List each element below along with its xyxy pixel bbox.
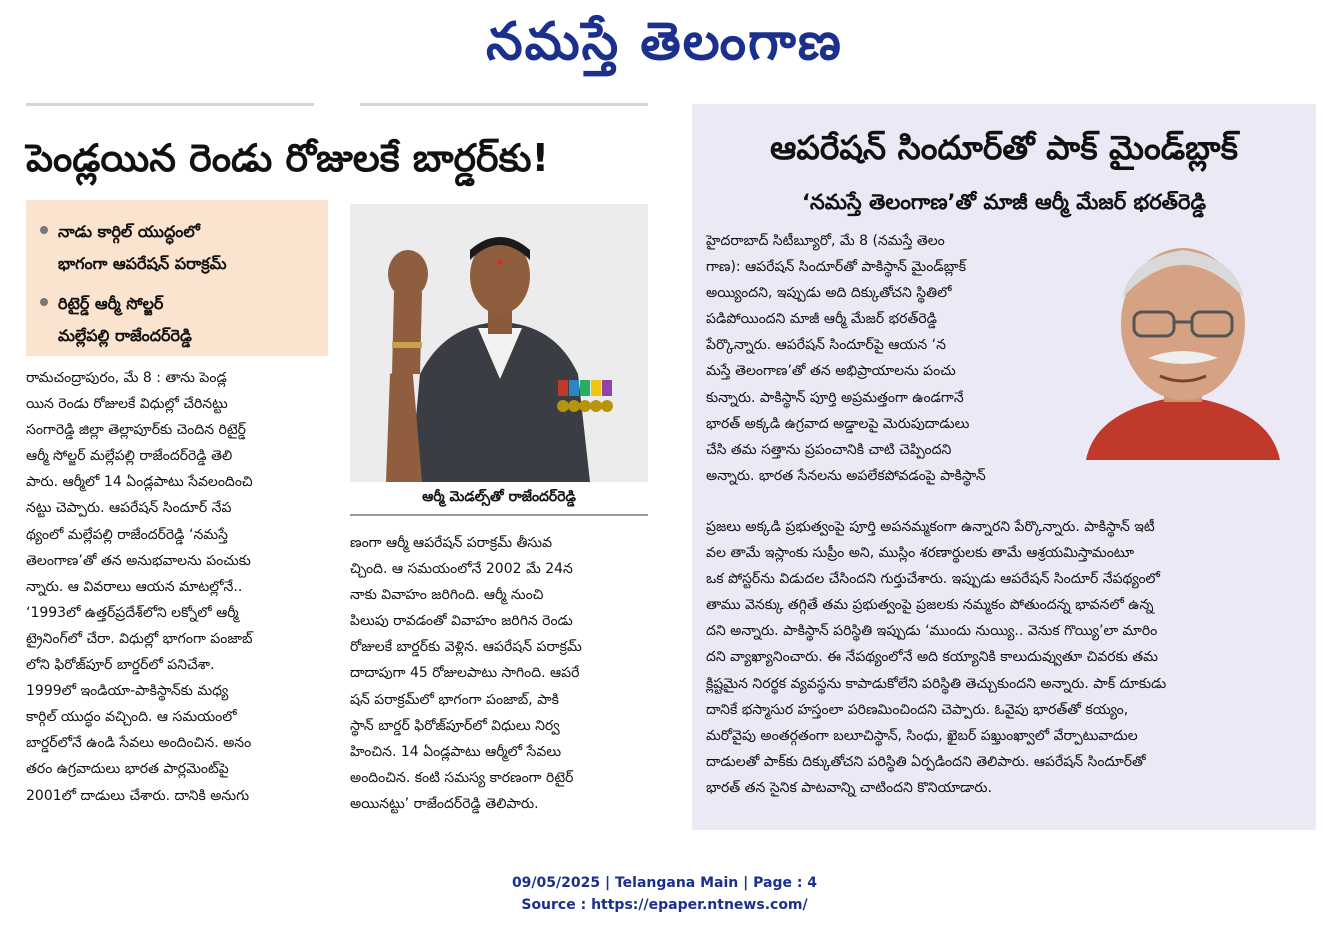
- soldier-photo-illustration: [350, 204, 648, 482]
- highlight-item: [40, 288, 328, 352]
- text-line: బార్డర్‌లోనే ఉండి సేవలు అందించిన. అనం: [26, 735, 252, 752]
- text-line: అయినట్టు’ రాజేందర్‌రెడ్డి తెలిపారు.: [350, 795, 539, 812]
- right-article-headline: ఆపరేషన్ సిందూర్‌తో పాక్ మైండ్‌బ్లాక్: [770, 128, 1238, 167]
- bullet-icon: [40, 298, 48, 306]
- text-line: అందించిన. కంటి సమస్య కారణంగా రిటైర్: [350, 769, 574, 786]
- soldier-photo: [350, 204, 648, 482]
- text-line: రోజులకే బార్డర్‌కు వెళ్లిన. ఆపరేషన్ పరాక్రమ్: [350, 639, 582, 656]
- text-line: థ్యంలో మల్లేపల్లి రాజేందర్‌రెడ్డి ‘నమస్తే: [26, 526, 228, 543]
- text-line: వల తామే ఇస్లాంకు సుప్రీం అని, ముస్లిం శరణార్థులకు తామే ఆశ్రయమిస్తామంటూ: [706, 545, 1134, 562]
- text-line: పిలుపు రావడంతో వివాహం జరిగిన రెండు: [350, 613, 573, 630]
- text-line: హైదరాబాద్ సిటీబ్యూరో, మే 8 (నమస్తే తెలం: [706, 233, 945, 249]
- text-line: గాణ): ఆపరేషన్ సిందూర్‌తో పాకిస్థాన్ మైండ్‌బ్లాక్: [706, 259, 967, 276]
- divider: [26, 103, 314, 106]
- text-line: కార్గిల్ యుద్ధం వచ్చింది. ఆ సమయంలో: [26, 709, 237, 726]
- text-line: న్నారు. ఆ వివరాలు ఆయన మాటల్లోనే..: [26, 578, 243, 595]
- highlight-line: భాగంగా ఆపరేషన్ పరాక్రమ్: [58, 254, 227, 273]
- text-line: ‘1993లో ఉత్తర్‌ప్రదేశ్‌లోని లక్నోలో ఆర్మీ: [26, 604, 239, 621]
- text-line: 1999లో ఇండియా-పాకిస్థాన్‌కు మధ్య: [26, 683, 229, 700]
- text-line: పారు. ఆర్మీలో 14 ఏండ్లపాటు సేవలందించి: [26, 474, 253, 491]
- text-line: యిన రెండు రోజులకే విధుల్లో చేరినట్టు: [26, 396, 228, 413]
- major-portrait-illustration: [1056, 228, 1310, 460]
- text-line: కున్నారు. పాకిస్థాన్ పూర్తి అప్రమత్తంగా ఉండగానే: [706, 389, 964, 406]
- bullet-icon: [40, 226, 48, 234]
- right-article-subheadline: ‘నమస్తే తెలంగాణ’తో మాజీ ఆర్మీ మేజర్ భరత్‌రెడ్డి: [801, 190, 1206, 214]
- text-line: భారత్ అక్కడి ఉగ్రవాద అడ్డాలపై మెరుపుదాడులు: [706, 415, 970, 432]
- text-line: 2001లో దాడులు చేశారు. దానికి అనుగు: [26, 787, 250, 804]
- left-article-headline: పెండ్లయిన రెండు రోజులకే బార్డర్‌కు!: [26, 136, 549, 180]
- text-line: అయ్యిందని, ఇప్పుడు అది దిక్కుతోచని స్థితిలో: [706, 285, 952, 302]
- text-line: నట్టు చెప్పారు. ఆపరేషన్ సిందూర్ నేప: [26, 500, 232, 517]
- text-line: సంగారెడ్డి జిల్లా తెల్లాపూర్‌కు చెందిన రిటైర్డ్: [26, 422, 246, 439]
- text-line: లోని ఫిరోజ్‌పూర్ బార్డర్‌లో పనిచేశా.: [26, 657, 215, 674]
- text-line: భారత్ తన సైనిక పాటవాన్ని చాటిందని కొనియాడారు.: [706, 779, 992, 796]
- text-line: చేసి తమ సత్తాను ప్రపంచానికి చాటి చెప్పిందని: [706, 441, 952, 458]
- text-line: పేర్కొన్నారు. ఆపరేషన్ సిందూర్‌పై ఆయన ‘న: [706, 337, 946, 354]
- newspaper-masthead: నమస్తే తెలంగాణ: [486, 11, 843, 72]
- left-article-column-2: [350, 530, 648, 817]
- text-line: స్థాన్ బార్డర్ ఫిరోజ్‌పూర్‌లో విధులు నిర్వ: [350, 717, 560, 734]
- text-line: రామచంద్రాపురం, మే 8 : తాను పెండ్ల: [26, 370, 227, 386]
- text-line: దానికే భస్మాసుర హస్తంలా పరిణమించిందని చెప్పారు. ఓవైపు భారత్‌తో కయ్యం,: [706, 701, 1129, 718]
- text-line: మరోవైపు అంతర్గతంగా బలూచిస్థాన్, సింధు, ఖైబర్ పఖ్తుంఖ్వాలో వేర్పాటువాదుల: [706, 727, 1138, 744]
- text-line: తాము వెనక్కు తగ్గితే తమ ప్రభుత్వంపై ప్రజలకు నమ్మకం పోతుందన్న భావనలో ఉన్న: [706, 597, 1154, 614]
- highlights-box: [26, 200, 328, 356]
- highlight-item: [40, 216, 328, 280]
- major-portrait: [1056, 228, 1310, 460]
- text-line: అన్నారు. భారత సేనలను అపలేకపోవడంపై పాకిస్థాన్: [706, 467, 986, 484]
- highlight-line: నాడు కార్గిల్ యుద్ధంలో: [58, 222, 200, 241]
- text-line: ఒక పోస్టర్‌ను విడుదల చేసిందని గుర్తుచేశారు. ఇప్పుడు ఆపరేషన్ సిందూర్ నేపథ్యంలో: [706, 571, 1160, 588]
- caption-divider: [350, 514, 648, 516]
- highlight-line: రిటైర్డ్ ఆర్మీ సోల్జర్: [58, 294, 164, 313]
- left-article-column-1: [26, 365, 328, 809]
- text-line: దాడులతో పాక్‌కు దిక్కుతోచని పరిస్థితి ఏర్పడిందని తెలిపారు. ఆపరేషన్ సిందూర్‌తో: [706, 753, 1146, 770]
- text-line: తరం ఉగ్రవాదులు భారత పార్లమెంట్‌పై: [26, 761, 229, 778]
- divider: [360, 103, 648, 106]
- text-line: పడిపోయిందని మాజీ ఆర్మీ మేజర్ భరత్‌రెడ్డి: [706, 311, 938, 328]
- text-line: హించిన. 14 ఏండ్లపాటు ఆర్మీలో సేవలు: [350, 743, 562, 760]
- text-line: షన్ పరాక్రమ్‌లో భాగంగా పంజాబ్, పాకి: [350, 691, 559, 708]
- footer-source: Source : https://epaper.ntnews.com/: [521, 897, 808, 913]
- highlight-line: మల్లేపల్లి రాజేందర్‌రెడ్డి: [58, 326, 192, 345]
- text-line: మస్తే తెలంగాణ’తో తన అభిప్రాయాలను పంచు: [706, 363, 956, 380]
- text-line: ట్రైనింగ్‌లో చేరా. విధుల్లో భాగంగా పంజాబ్: [26, 630, 253, 647]
- right-article-text-narrow: [706, 228, 1046, 489]
- text-line: ణంగా ఆర్మీ ఆపరేషన్ పరాక్రమ్ తీసువ: [350, 535, 553, 551]
- text-line: చ్చింది. ఆ సమయంలోనే 2002 మే 24న: [350, 561, 573, 578]
- text-line: దని అన్నారు. పాకిస్థాన్ పరిస్థితి ఇప్పుడు ‘ముందు నుయ్యి.. వెనుక గొయ్యి’లా మారిం: [706, 623, 1158, 640]
- photo-caption: ఆర్మీ మెడల్స్‌తో రాజేందర్‌రెడ్డి: [422, 489, 576, 505]
- text-line: క్లిష్టమైన నిరర్థక వ్యవస్థను కాపాడుకోలేని పరిస్థితి తెచ్చుకుందని అన్నారు. పాక్ దూకుడు: [706, 675, 1167, 692]
- text-line: దాదాపుగా 45 రోజులపాటు సాగింది. ఆపరే: [350, 665, 580, 682]
- text-line: ప్రజలు అక్కడి ప్రభుత్వంపై పూర్తి అపనమ్మకంగా ఉన్నారని పేర్కొన్నారు. పాకిస్థాన్ ఇటీ: [706, 519, 1155, 535]
- text-line: ఆర్మీ సోల్జర్ మల్లేపల్లి రాజేందర్‌రెడ్డి తెలి: [26, 448, 233, 465]
- text-line: తెలంగాణ’తో తన అనుభవాలను పంచుకు: [26, 552, 251, 569]
- text-line: దని వ్యాఖ్యానించారు. ఈ నేపథ్యంలోనే అది కయ్యానికి కాలుదువ్వుతూ చివరకు తమ: [706, 649, 1158, 666]
- text-line: నాకు వివాహం జరిగింది. ఆర్మీ నుంచి: [350, 587, 544, 604]
- right-article-text-wide: [706, 514, 1300, 801]
- footer-date-edition: 09/05/2025 | Telangana Main | Page : 4: [511, 875, 818, 891]
